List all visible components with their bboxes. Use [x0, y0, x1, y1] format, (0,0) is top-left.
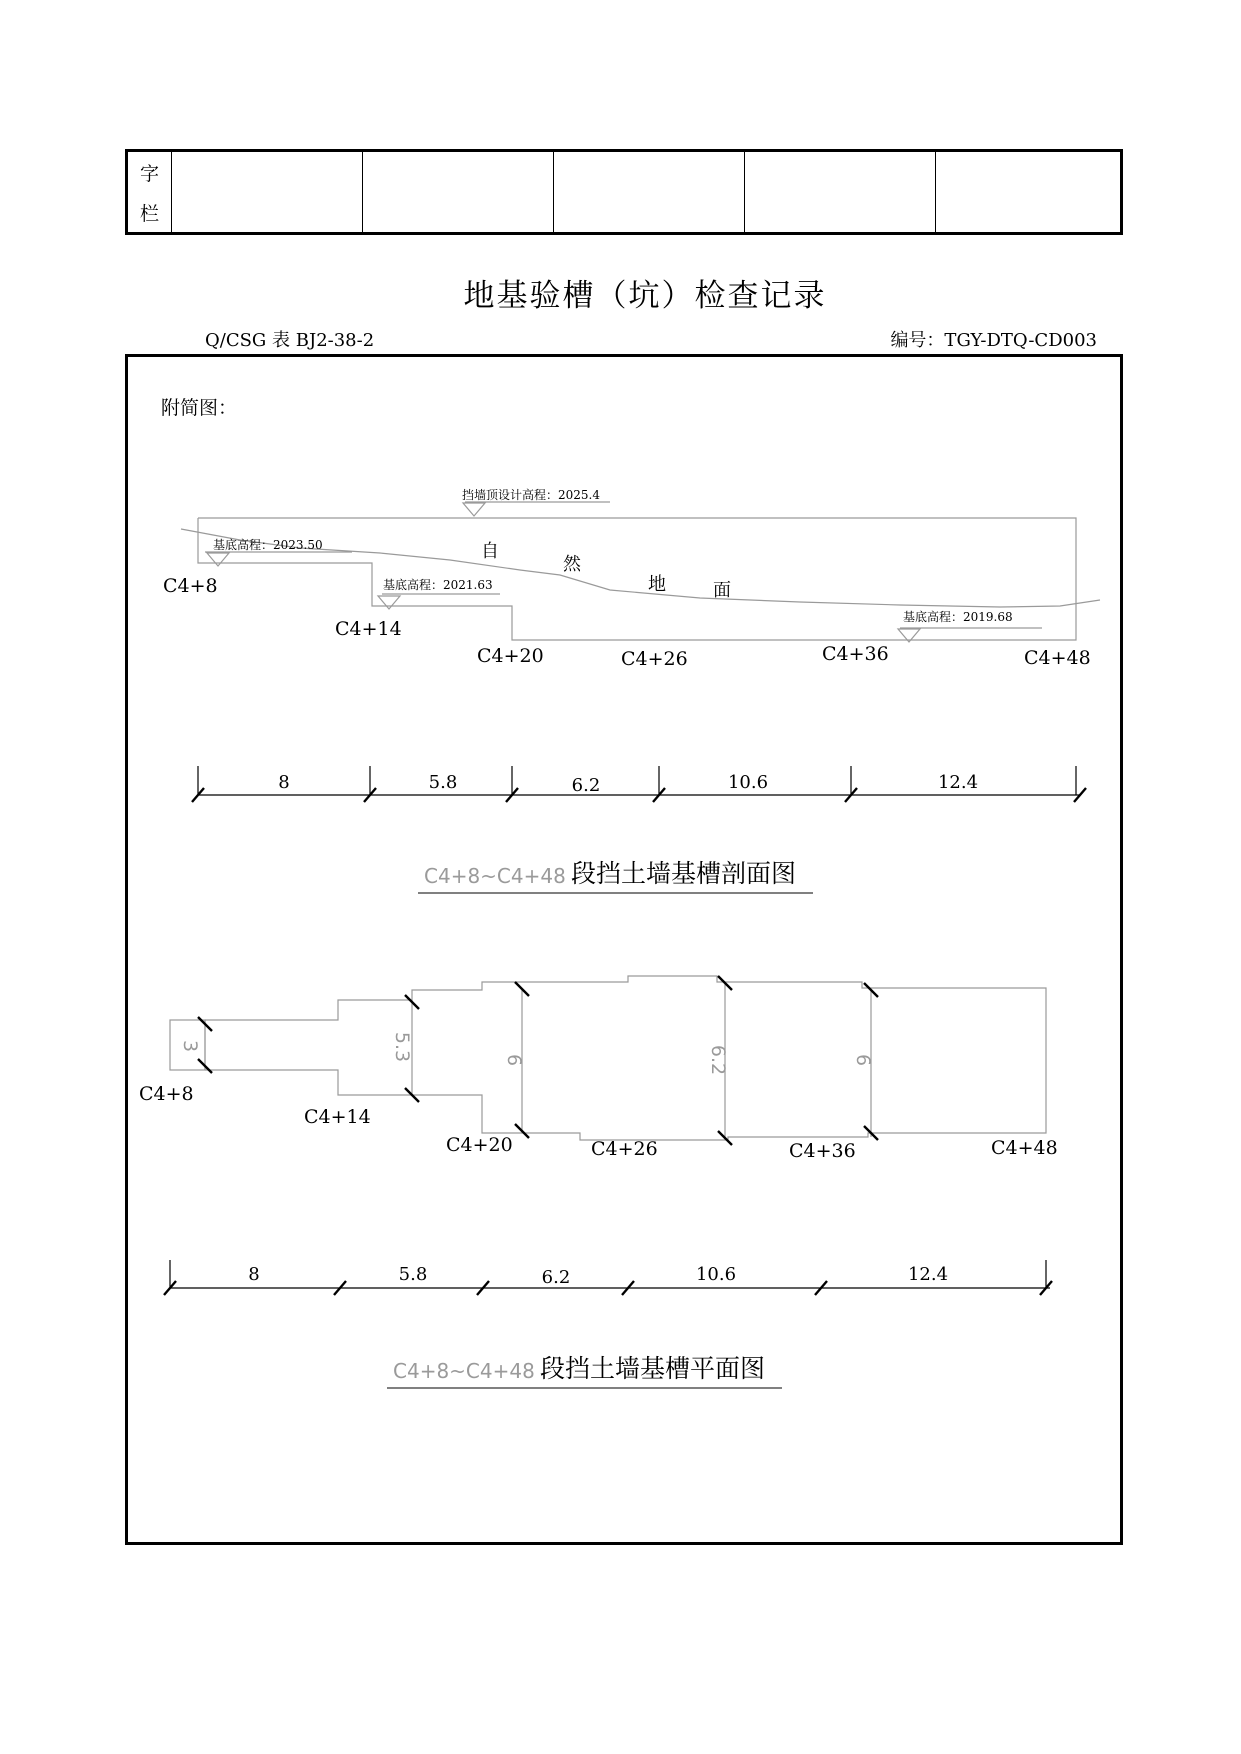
station-label: C4+14 — [335, 618, 402, 640]
station-label: C4+20 — [446, 1134, 513, 1156]
station-label: C4+14 — [304, 1106, 371, 1128]
station-label: C4+8 — [163, 575, 218, 597]
document-title: 地基验槽（坑）检查记录 — [463, 278, 827, 314]
dimension-label: 6.2 — [571, 775, 601, 796]
base-elevation: 基底高程：2019.68 — [903, 610, 1013, 624]
station-label: C4+8 — [139, 1083, 194, 1105]
dimension-label: 10.6 — [695, 1264, 737, 1285]
dimension-label: 5.8 — [428, 772, 458, 793]
plan-width-label: 6.2 — [707, 1044, 729, 1076]
plan-caption: 段挡土墙基槽平面图 — [540, 1354, 766, 1383]
plan-width-label: 6 — [852, 1053, 874, 1067]
dimension-label: 6.2 — [541, 1267, 571, 1288]
dimension-label: 12.4 — [937, 772, 979, 793]
dimension-label: 10.6 — [727, 772, 769, 793]
plan-width-label: 5.3 — [391, 1031, 413, 1063]
form-code: Q/CSG 表 BJ2-38-2 — [205, 330, 375, 351]
plan-width-label: 3 — [179, 1039, 201, 1053]
signature-label-char: 栏 — [139, 202, 159, 225]
station-label: C4+48 — [991, 1137, 1058, 1159]
section-caption: 段挡土墙基槽剖面图 — [571, 859, 797, 888]
ground-label-char: 然 — [563, 554, 581, 575]
elevation-marker — [378, 596, 400, 609]
ground-label-char: 面 — [713, 580, 731, 601]
station-label: C4+20 — [477, 645, 544, 667]
elevation-marker — [463, 503, 485, 516]
station-label: C4+48 — [1024, 647, 1091, 669]
document-number: 编号：TGY-DTQ-CD003 — [890, 330, 1097, 351]
ground-label-char: 自 — [481, 541, 499, 562]
plan-width-label: 6 — [503, 1053, 525, 1067]
station-label: C4+26 — [621, 648, 688, 670]
dimension-label: 8 — [248, 1264, 260, 1285]
sketch-label: 附简图： — [161, 397, 238, 419]
dimension-label: 12.4 — [907, 1264, 949, 1285]
station-label: C4+36 — [822, 643, 889, 665]
ground-label-char: 地 — [648, 574, 666, 595]
elevation-marker — [207, 553, 229, 566]
signature-label-char: 字 — [139, 162, 159, 185]
base-elevation: 基底高程：2023.50 — [213, 538, 323, 552]
top-design-elevation: 挡墙顶设计高程：2025.4 — [462, 488, 600, 502]
base-elevation: 基底高程：2021.63 — [383, 578, 493, 592]
dimension-label: 5.8 — [398, 1264, 428, 1285]
plan-caption-station: C4+8~C4+48 — [393, 1359, 535, 1383]
station-label: C4+36 — [789, 1140, 856, 1162]
section-caption-station: C4+8~C4+48 — [424, 864, 566, 888]
dimension-label: 8 — [278, 772, 290, 793]
station-label: C4+26 — [591, 1138, 658, 1160]
